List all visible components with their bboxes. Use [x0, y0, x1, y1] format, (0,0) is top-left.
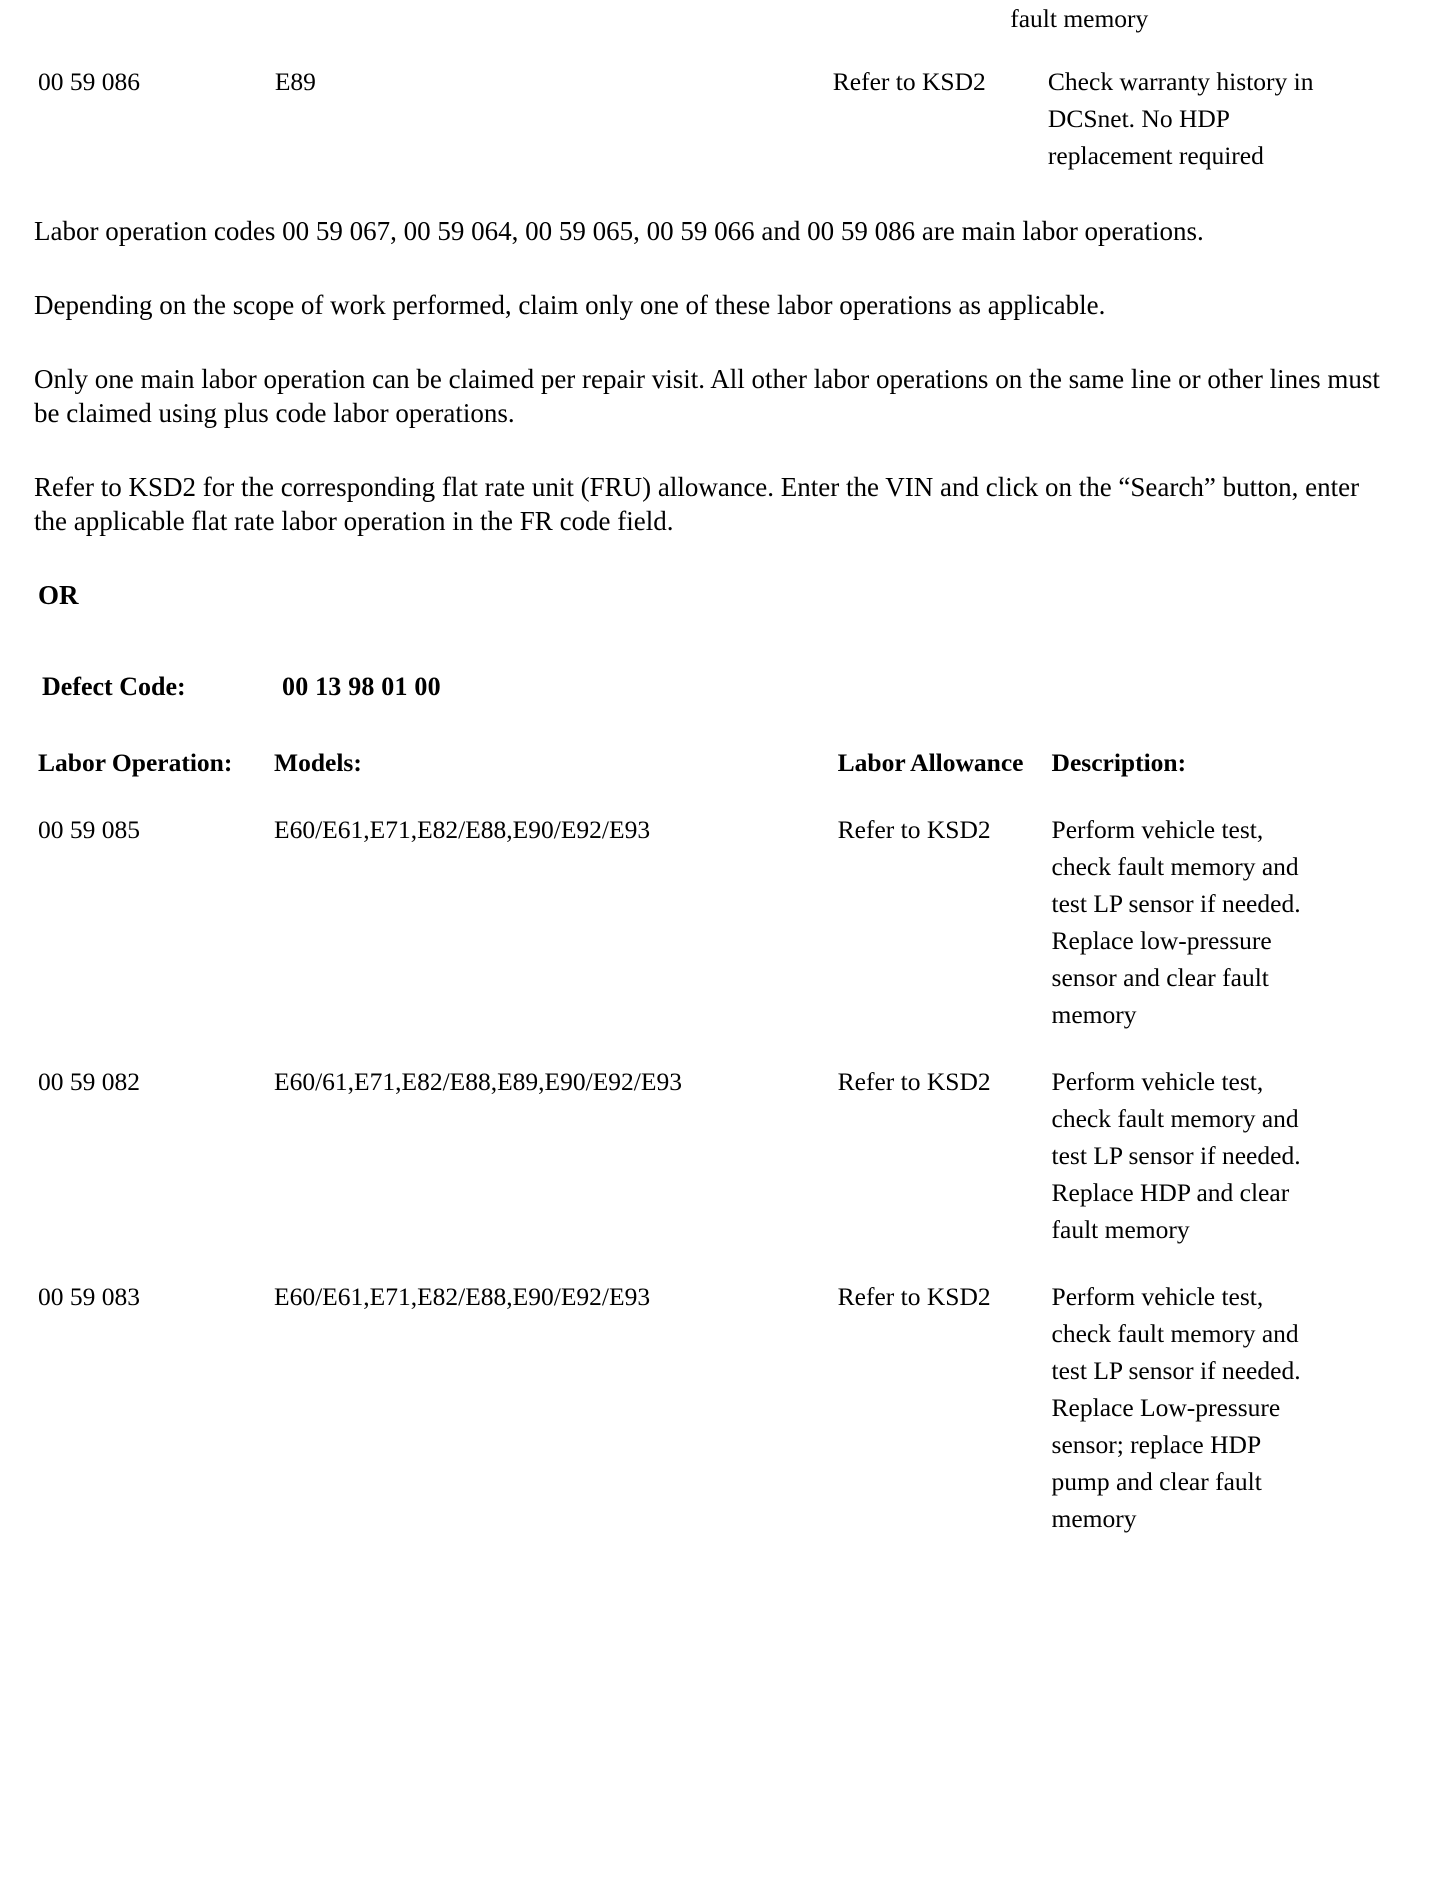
description-continued-cell: fault memory — [1010, 4, 1149, 33]
paragraph-main-labor-operations: Labor operation codes 00 59 067, 00 59 064, 00 59 065, 00 59 066 and 00 59 086 are main labor operations. — [34, 216, 1204, 246]
models-cell: E60/E61,E71,E82/E88,E90/E92/E93 — [274, 815, 651, 844]
models-cell — [237, 0, 796, 37]
labor-operation-cell: 00 59 083 — [38, 1282, 140, 1311]
paragraph-refer-to-ksd2: Refer to KSD2 for the corresponding flat rate unit (FRU) allowance. Enter the VIN and click on the “Search” button, enter the applicable flat rate labor operation in the FR code field. — [34, 472, 1360, 536]
spacer — [0, 430, 1440, 470]
models-cell: E60/61,E71,E82/E88,E89,E90/E92/E93 — [274, 1067, 682, 1096]
spacer — [0, 37, 1440, 63]
table-row — [38, 1278, 1328, 1537]
labor-allowance-cell: Refer to KSD2 — [832, 67, 986, 96]
labor-operation-cell: 00 59 082 — [38, 1067, 140, 1096]
row-spacer — [38, 781, 1328, 811]
labor-operation-cell: 00 59 085 — [38, 815, 140, 844]
labor-allowance-cell — [796, 0, 1010, 37]
row-spacer — [38, 1033, 1328, 1063]
labor-allowance-cell: Refer to KSD2 — [837, 1067, 991, 1096]
defect-code-label: Defect Code: — [42, 672, 186, 701]
labor-allowance-cell: Refer to KSD2 — [837, 815, 991, 844]
header-description: Description: — [1051, 748, 1187, 777]
description-cell: Perform vehicle test, check fault memory and test LP sensor if needed. Replace Low-pressure sensor; replace HDP pump and clear fault memory — [1051, 1282, 1301, 1533]
table-row — [0, 0, 1290, 37]
spacer — [0, 174, 1440, 214]
table-row — [38, 1063, 1328, 1248]
spacer — [0, 322, 1440, 362]
models-cell: E60/E61,E71,E82/E88,E90/E92/E93 — [274, 1282, 651, 1311]
defect-code — [42, 670, 1440, 704]
row-spacer — [38, 1248, 1328, 1278]
paragraph-one-main-labor-operation: Only one main labor operation can be claimed per repair visit. All other labor operations on the same line or other lines must be claimed using plus code labor operations. — [34, 364, 1380, 428]
labor-operation-cell: 00 59 086 — [38, 67, 140, 96]
header-models: Models: — [274, 748, 362, 777]
continued-table-fragment — [0, 0, 1290, 37]
table-header-row — [38, 744, 1328, 781]
spacer — [0, 612, 1440, 670]
labor-table-top — [38, 63, 1328, 174]
labor-operation-cell — [0, 0, 237, 37]
spacer — [0, 704, 1440, 744]
defect-code-value: 00 13 98 01 00 — [282, 672, 441, 701]
header-labor-allowance: Labor Allowance — [837, 748, 1024, 777]
description-cell: Check warranty history in DCSnet. No HDP replacement required — [1047, 67, 1314, 170]
spacer — [0, 538, 1440, 578]
labor-allowance-cell: Refer to KSD2 — [837, 1282, 991, 1311]
or-label: OR — [38, 580, 79, 610]
header-labor-operation: Labor Operation: — [38, 748, 233, 777]
labor-table-main — [38, 744, 1328, 1537]
table-row — [38, 63, 1328, 174]
table-row — [38, 811, 1328, 1033]
spacer — [0, 248, 1440, 288]
paragraph-scope-of-work: Depending on the scope of work performed, claim only one of these labor operations as applicable. — [34, 290, 1106, 320]
description-cell: Perform vehicle test, check fault memory and test LP sensor if needed. Replace HDP and clear fault memory — [1051, 1067, 1301, 1244]
models-cell: E89 — [274, 67, 316, 96]
description-cell: Perform vehicle test, check fault memory and test LP sensor if needed. Replace low-pressure sensor and clear fault memory — [1051, 815, 1301, 1029]
